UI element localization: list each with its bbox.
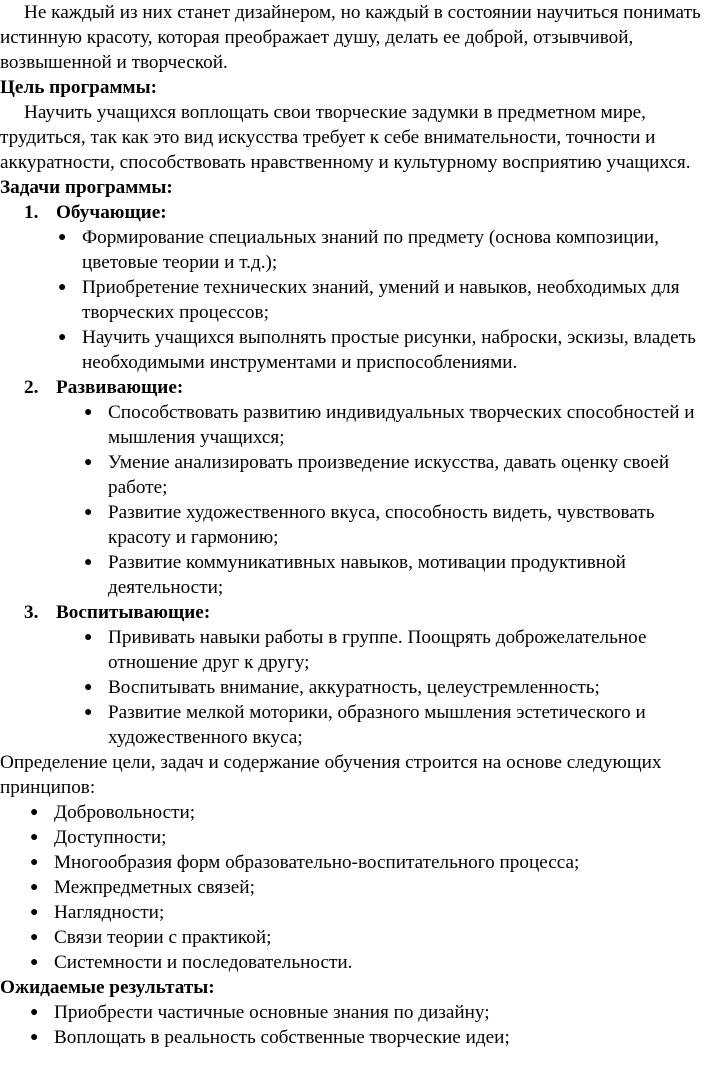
list-item-text: Развитие коммуникативных навыков, мотивации продуктивной деятельности; bbox=[108, 552, 626, 598]
results-heading: Ожидаемые результаты: bbox=[0, 977, 215, 998]
task-group-developing bbox=[0, 375, 704, 400]
list-item-text: Наглядности; bbox=[54, 902, 165, 923]
list-item-text: Способствовать развитию индивидуальных творческих способностей и мышления учащихся; bbox=[108, 402, 695, 448]
list-item-text: Межпредметных связей; bbox=[54, 877, 255, 898]
list-item bbox=[0, 550, 704, 600]
list-item bbox=[0, 800, 704, 825]
bullet-icon: ● bbox=[30, 1005, 39, 1020]
bullet-icon: ● bbox=[30, 880, 39, 895]
list-item bbox=[0, 225, 704, 275]
principles-paragraph: Определение цели, задач и содержание обучения строится на основе следующих принципов: bbox=[0, 752, 662, 798]
goal-heading: Цель программы: bbox=[0, 77, 157, 98]
bullet-icon: ● bbox=[58, 230, 67, 245]
bullet-icon: ● bbox=[84, 680, 93, 695]
task-group-educating bbox=[0, 600, 704, 625]
list-item-text: Системности и последовательности. bbox=[54, 952, 353, 973]
bullet-icon: ● bbox=[30, 905, 39, 920]
task-group-number: 2. bbox=[24, 377, 39, 398]
bullet-icon: ● bbox=[30, 955, 39, 970]
list-item bbox=[0, 625, 704, 675]
principles-list bbox=[0, 800, 704, 975]
task-group-title: Развивающие: bbox=[56, 377, 184, 398]
list-item-text: Связи теории с практикой; bbox=[54, 927, 272, 948]
task-group-developing-items bbox=[0, 400, 704, 600]
task-group-number: 3. bbox=[24, 602, 39, 623]
tasks-heading: Задачи программы: bbox=[0, 177, 173, 198]
list-item-text: Прививать навыки работы в группе. Поощрять доброжелательное отношение друг к другу; bbox=[108, 627, 647, 673]
bullet-icon: ● bbox=[84, 705, 93, 720]
tasks-list bbox=[0, 200, 704, 750]
list-item bbox=[0, 700, 704, 750]
bullet-icon: ● bbox=[58, 330, 67, 345]
list-item bbox=[0, 500, 704, 550]
list-item-text: Формирование специальных знаний по предмету (основа композиции, цветовые теории и т.д.); bbox=[82, 227, 659, 273]
bullet-icon: ● bbox=[84, 455, 93, 470]
list-item bbox=[0, 875, 704, 900]
list-item-text: Доступности; bbox=[54, 827, 167, 848]
bullet-icon: ● bbox=[58, 280, 67, 295]
list-item-text: Развитие мелкой моторики, образного мышления эстетического и художественного вкуса; bbox=[108, 702, 646, 748]
list-item bbox=[0, 675, 704, 700]
list-item bbox=[0, 1025, 704, 1050]
list-item bbox=[0, 1000, 704, 1025]
task-group-title: Обучающие: bbox=[56, 202, 167, 223]
bullet-icon: ● bbox=[30, 830, 39, 845]
bullet-icon: ● bbox=[84, 405, 93, 420]
list-item-text: Умение анализировать произведение искусства, давать оценку своей работе; bbox=[108, 452, 670, 498]
bullet-icon: ● bbox=[30, 855, 39, 870]
task-group-number: 1. bbox=[24, 202, 39, 223]
goal-paragraph: Научить учащихся воплощать свои творческие задумки в предметном мире, трудиться, так как это вид искусства требует к себе внимательности, точности и аккуратности, способствовать нравственному и культурному восприятию учащихся. bbox=[0, 102, 691, 173]
task-group-teaching bbox=[0, 200, 704, 225]
results-list bbox=[0, 1000, 704, 1050]
task-group-teaching-items bbox=[0, 225, 704, 375]
bullet-icon: ● bbox=[84, 505, 93, 520]
list-item bbox=[0, 400, 704, 450]
bullet-icon: ● bbox=[30, 1030, 39, 1045]
list-item-text: Воплощать в реальность собственные творческие идеи; bbox=[54, 1027, 510, 1048]
list-item bbox=[0, 825, 704, 850]
list-item-text: Приобрести частичные основные знания по дизайну; bbox=[54, 1002, 490, 1023]
list-item-text: Многообразия форм образовательно-воспитательного процесса; bbox=[54, 852, 580, 873]
list-item bbox=[0, 850, 704, 875]
bullet-icon: ● bbox=[30, 930, 39, 945]
bullet-icon: ● bbox=[84, 555, 93, 570]
intro-paragraph: Не каждый из них станет дизайнером, но каждый в состоянии научиться понимать истинную красоту, которая преображает душу, делать ее доброй, отзывчивой, возвышенной и творческой. bbox=[0, 2, 701, 73]
list-item-text: Воспитывать внимание, аккуратность, целеустремленность; bbox=[108, 677, 600, 698]
task-group-title: Воспитывающие: bbox=[56, 602, 211, 623]
list-item-text: Развитие художественного вкуса, способность видеть, чувствовать красоту и гармонию; bbox=[108, 502, 655, 548]
list-item bbox=[0, 925, 704, 950]
bullet-icon: ● bbox=[84, 630, 93, 645]
list-item-text: Добровольности; bbox=[54, 802, 196, 823]
list-item bbox=[0, 900, 704, 925]
list-item-text: Научить учащихся выполнять простые рисунки, наброски, эскизы, владеть необходимыми инструментами и приспособлениями. bbox=[82, 327, 696, 373]
list-item bbox=[0, 950, 704, 975]
list-item bbox=[0, 325, 704, 375]
list-item-text: Приобретение технических знаний, умений и навыков, необходимых для творческих процессов; bbox=[82, 277, 680, 323]
list-item bbox=[0, 275, 704, 325]
list-item bbox=[0, 450, 704, 500]
task-group-educating-items bbox=[0, 625, 704, 750]
bullet-icon: ● bbox=[30, 805, 39, 820]
